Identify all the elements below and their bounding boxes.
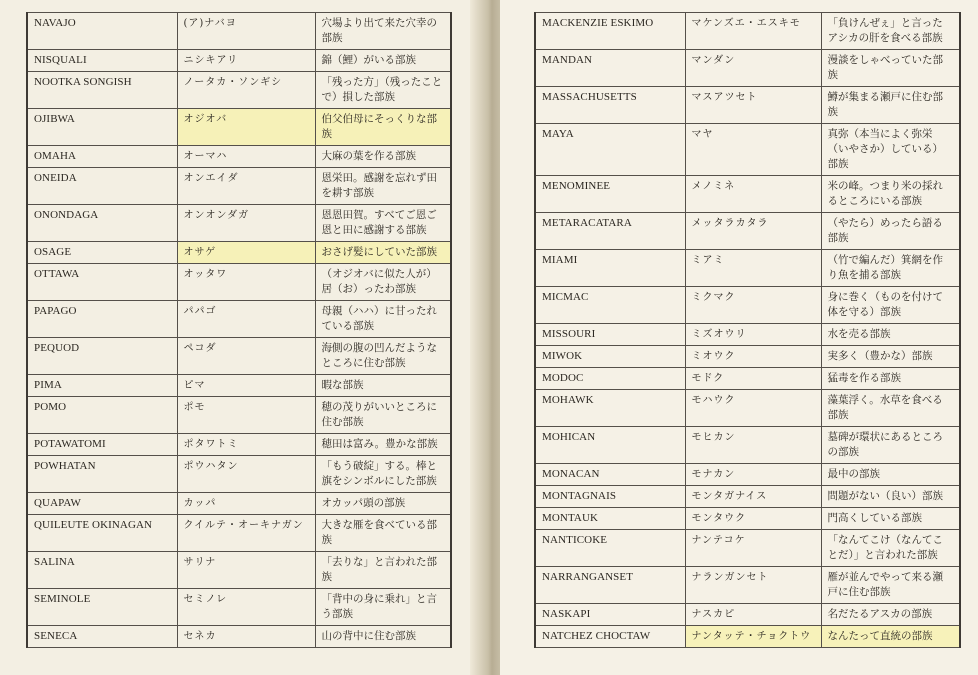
tribe-description: 「去りな」と言われた部族 [315,552,451,589]
table-row [535,124,960,176]
table-row [535,287,960,324]
tribe-name-english: MACKENZIE ESKIMO [535,13,685,50]
table-row [27,205,451,242]
tribe-name-english: MOHAWK [535,390,685,427]
table-row [535,50,960,87]
tribe-name-katakana: オンエイダ [177,168,315,205]
table-row [535,390,960,427]
tribe-name-katakana: カッパ [177,493,315,515]
tribe-name-english: OMAHA [27,146,177,168]
tribe-name-katakana: パパゴ [177,301,315,338]
tribe-name-katakana: モドク [685,368,821,390]
tribe-name-katakana: マスアツセト [685,87,821,124]
tribe-name-katakana: ミオウク [685,346,821,368]
tribe-name-katakana: モンタガナイス [685,486,821,508]
tribe-name-katakana: (ア)ナバヨ [177,13,315,50]
tribe-name-katakana: ナスカピ [685,604,821,626]
tribe-name-english: NANTICOKE [535,530,685,567]
tribe-name-english: MAYA [535,124,685,176]
tribe-description: 穂の茂りがいいところに住む部族 [315,397,451,434]
tribe-description: おさげ髪にしていた部族 [315,242,451,264]
tribe-description: 「なんてこけ（なんてことだ）」と言われた部族 [821,530,960,567]
tribe-name-english: QUILEUTE OKINAGAN [27,515,177,552]
tribe-name-english: QUAPAW [27,493,177,515]
tribe-description: 「背中の身に乗れ」と言う部族 [315,589,451,626]
tribe-name-english: MIAMI [535,250,685,287]
tribe-name-english: MASSACHUSETTS [535,87,685,124]
tribe-name-katakana: ポタワトミ [177,434,315,456]
table-row [535,604,960,626]
tribe-name-katakana: ミアミ [685,250,821,287]
tribe-name-english: NATCHEZ CHOCTAW [535,626,685,648]
table-row [535,530,960,567]
tribe-name-katakana: メノミネ [685,176,821,213]
tribe-description: 問題がない（良い）部族 [821,486,960,508]
tribe-description: 伯父伯母にそっくりな部族 [315,109,451,146]
tribe-description: （やたら）めったら語る部族 [821,213,960,250]
tribe-description: オカッパ頭の部族 [315,493,451,515]
tribe-description: 暇な部族 [315,375,451,397]
tribe-description: 「負けんぜぇ」と言ったアシカの肝を食べる部族 [821,13,960,50]
left-page [0,0,480,675]
table-row [27,397,451,434]
tribe-description: 母親（ハハ）に甘ったれている部族 [315,301,451,338]
tribe-name-english: POTAWATOMI [27,434,177,456]
tribe-description: 「残った方」（残ったことで）損した部族 [315,72,451,109]
table-row [27,242,451,264]
tribe-description: 錦（鯉）がいる部族 [315,50,451,72]
tribe-name-english: SEMINOLE [27,589,177,626]
tribe-description: 海側の腹の凹んだようなところに住む部族 [315,338,451,375]
tribe-name-english: MODOC [535,368,685,390]
tribe-name-katakana: オンオンダガ [177,205,315,242]
table-row [27,515,451,552]
table-row [27,589,451,626]
tribe-description: 最中の部族 [821,464,960,486]
table-row [535,13,960,50]
tribe-name-english: PEQUOD [27,338,177,375]
tribe-name-katakana: ナンテコケ [685,530,821,567]
tribe-name-katakana: ポウハタン [177,456,315,493]
tribe-name-english: POMO [27,397,177,434]
tribe-name-katakana: モナカン [685,464,821,486]
tribe-description: 米の峰。つまり米の採れるところにいる部族 [821,176,960,213]
table-row [27,109,451,146]
table-row [27,456,451,493]
tribe-name-katakana: ナランガンセト [685,567,821,604]
tribe-name-english: PIMA [27,375,177,397]
table-row [27,493,451,515]
tribe-description: 恩恩田賀。すべてご恩ご恩と田に感謝する部族 [315,205,451,242]
table-row [535,250,960,287]
table-row [535,567,960,604]
tribe-name-katakana: マンダン [685,50,821,87]
table-row [27,264,451,301]
tribe-description: 墓碑が環状にあるところの部族 [821,427,960,464]
tribe-name-english: NISQUALI [27,50,177,72]
tribe-description: 大麻の葉を作る部族 [315,146,451,168]
table-row [535,346,960,368]
table-row [535,427,960,464]
tribe-name-english: ONONDAGA [27,205,177,242]
tribe-description: 実多く（豊かな）部族 [821,346,960,368]
table-row [535,464,960,486]
tribe-name-katakana: オーマハ [177,146,315,168]
tribe-name-english: NASKAPI [535,604,685,626]
tribe-description: （オジオバに似た人が）居（お）ったわ部族 [315,264,451,301]
tribe-name-katakana: ポモ [177,397,315,434]
right-tribe-table [534,12,961,648]
tribe-description: 名だたるアスカの部族 [821,604,960,626]
tribe-name-katakana: マケンズエ・エスキモ [685,13,821,50]
table-row [27,626,451,648]
tribe-description: 水を売る部族 [821,324,960,346]
tribe-name-english: SENECA [27,626,177,648]
table-row [27,13,451,50]
table-row [27,72,451,109]
table-row [27,301,451,338]
tribe-name-katakana: セネカ [177,626,315,648]
table-row [535,213,960,250]
tribe-name-katakana: ミクマク [685,287,821,324]
table-row [27,552,451,589]
table-row [27,168,451,205]
tribe-name-katakana: サリナ [177,552,315,589]
tribe-name-katakana: モハウク [685,390,821,427]
table-row [535,368,960,390]
tribe-name-katakana: クイルテ・オーキナガン [177,515,315,552]
tribe-name-katakana: オジオバ [177,109,315,146]
tribe-name-katakana: ミズオウリ [685,324,821,346]
tribe-name-english: MICMAC [535,287,685,324]
tribe-name-english: MISSOURI [535,324,685,346]
table-row [27,375,451,397]
tribe-name-katakana: セミノレ [177,589,315,626]
tribe-name-english: METARACATARA [535,213,685,250]
tribe-description: 雁が並んでやって来る瀬戸に住む部族 [821,567,960,604]
tribe-name-english: NAVAJO [27,13,177,50]
left-tribe-table [26,12,452,648]
tribe-description: 穂田は富み。豊かな部族 [315,434,451,456]
tribe-name-katakana: マヤ [685,124,821,176]
tribe-name-katakana: メッタラカタラ [685,213,821,250]
table-row [535,508,960,530]
tribe-description: 身に巻く（ものを付けて体を守る）部族 [821,287,960,324]
tribe-name-english: OTTAWA [27,264,177,301]
tribe-name-english: SALINA [27,552,177,589]
tribe-name-english: MANDAN [535,50,685,87]
tribe-description: 恩栄田。感謝を忘れず田を耕す部族 [315,168,451,205]
table-row [535,176,960,213]
tribe-name-english: OJIBWA [27,109,177,146]
tribe-name-english: POWHATAN [27,456,177,493]
tribe-description: 穴場より出て来た穴幸の部族 [315,13,451,50]
tribe-description: 藻葉浮く。水草を食べる部族 [821,390,960,427]
tribe-name-katakana: オッタワ [177,264,315,301]
tribe-name-katakana: オサゲ [177,242,315,264]
tribe-name-katakana: モヒカン [685,427,821,464]
table-row [27,50,451,72]
table-row [535,87,960,124]
tribe-name-english: MOHICAN [535,427,685,464]
table-row [27,434,451,456]
tribe-name-english: OSAGE [27,242,177,264]
tribe-description: （竹で編んだ）箕網を作り魚を捕る部族 [821,250,960,287]
table-row [27,338,451,375]
tribe-description: 真弥（本当によく弥栄（いやさか）している）部族 [821,124,960,176]
tribe-description: 門高くしている部族 [821,508,960,530]
tribe-name-english: ONEIDA [27,168,177,205]
tribe-description: 山の背中に住む部族 [315,626,451,648]
tribe-name-english: NOOTKA SONGISH [27,72,177,109]
table-row [535,486,960,508]
tribe-name-english: PAPAGO [27,301,177,338]
tribe-description: 鱒が集まる瀬戸に住む部族 [821,87,960,124]
tribe-name-katakana: ニシキアリ [177,50,315,72]
tribe-description: なんたって直統の部族 [821,626,960,648]
table-row [535,324,960,346]
tribe-name-katakana: ナンタッテ・チョクトウ [685,626,821,648]
tribe-name-katakana: ノータカ・ソンギシ [177,72,315,109]
tribe-name-english: MONACAN [535,464,685,486]
table-row [27,146,451,168]
tribe-name-english: MONTAGNAIS [535,486,685,508]
tribe-description: 大きな雁を食べている部族 [315,515,451,552]
tribe-description: 「もう破綻」する。棒と旗をシンボルにした部族 [315,456,451,493]
tribe-name-english: MONTAUK [535,508,685,530]
right-page [500,0,978,675]
tribe-name-english: MIWOK [535,346,685,368]
tribe-name-katakana: モンタウク [685,508,821,530]
tribe-description: 漫談をしゃべっていた部族 [821,50,960,87]
tribe-name-english: NARRANGANSET [535,567,685,604]
tribe-name-katakana: ペコダ [177,338,315,375]
tribe-description: 猛毒を作る部族 [821,368,960,390]
tribe-name-katakana: ピマ [177,375,315,397]
table-row [535,626,960,648]
tribe-name-english: MENOMINEE [535,176,685,213]
